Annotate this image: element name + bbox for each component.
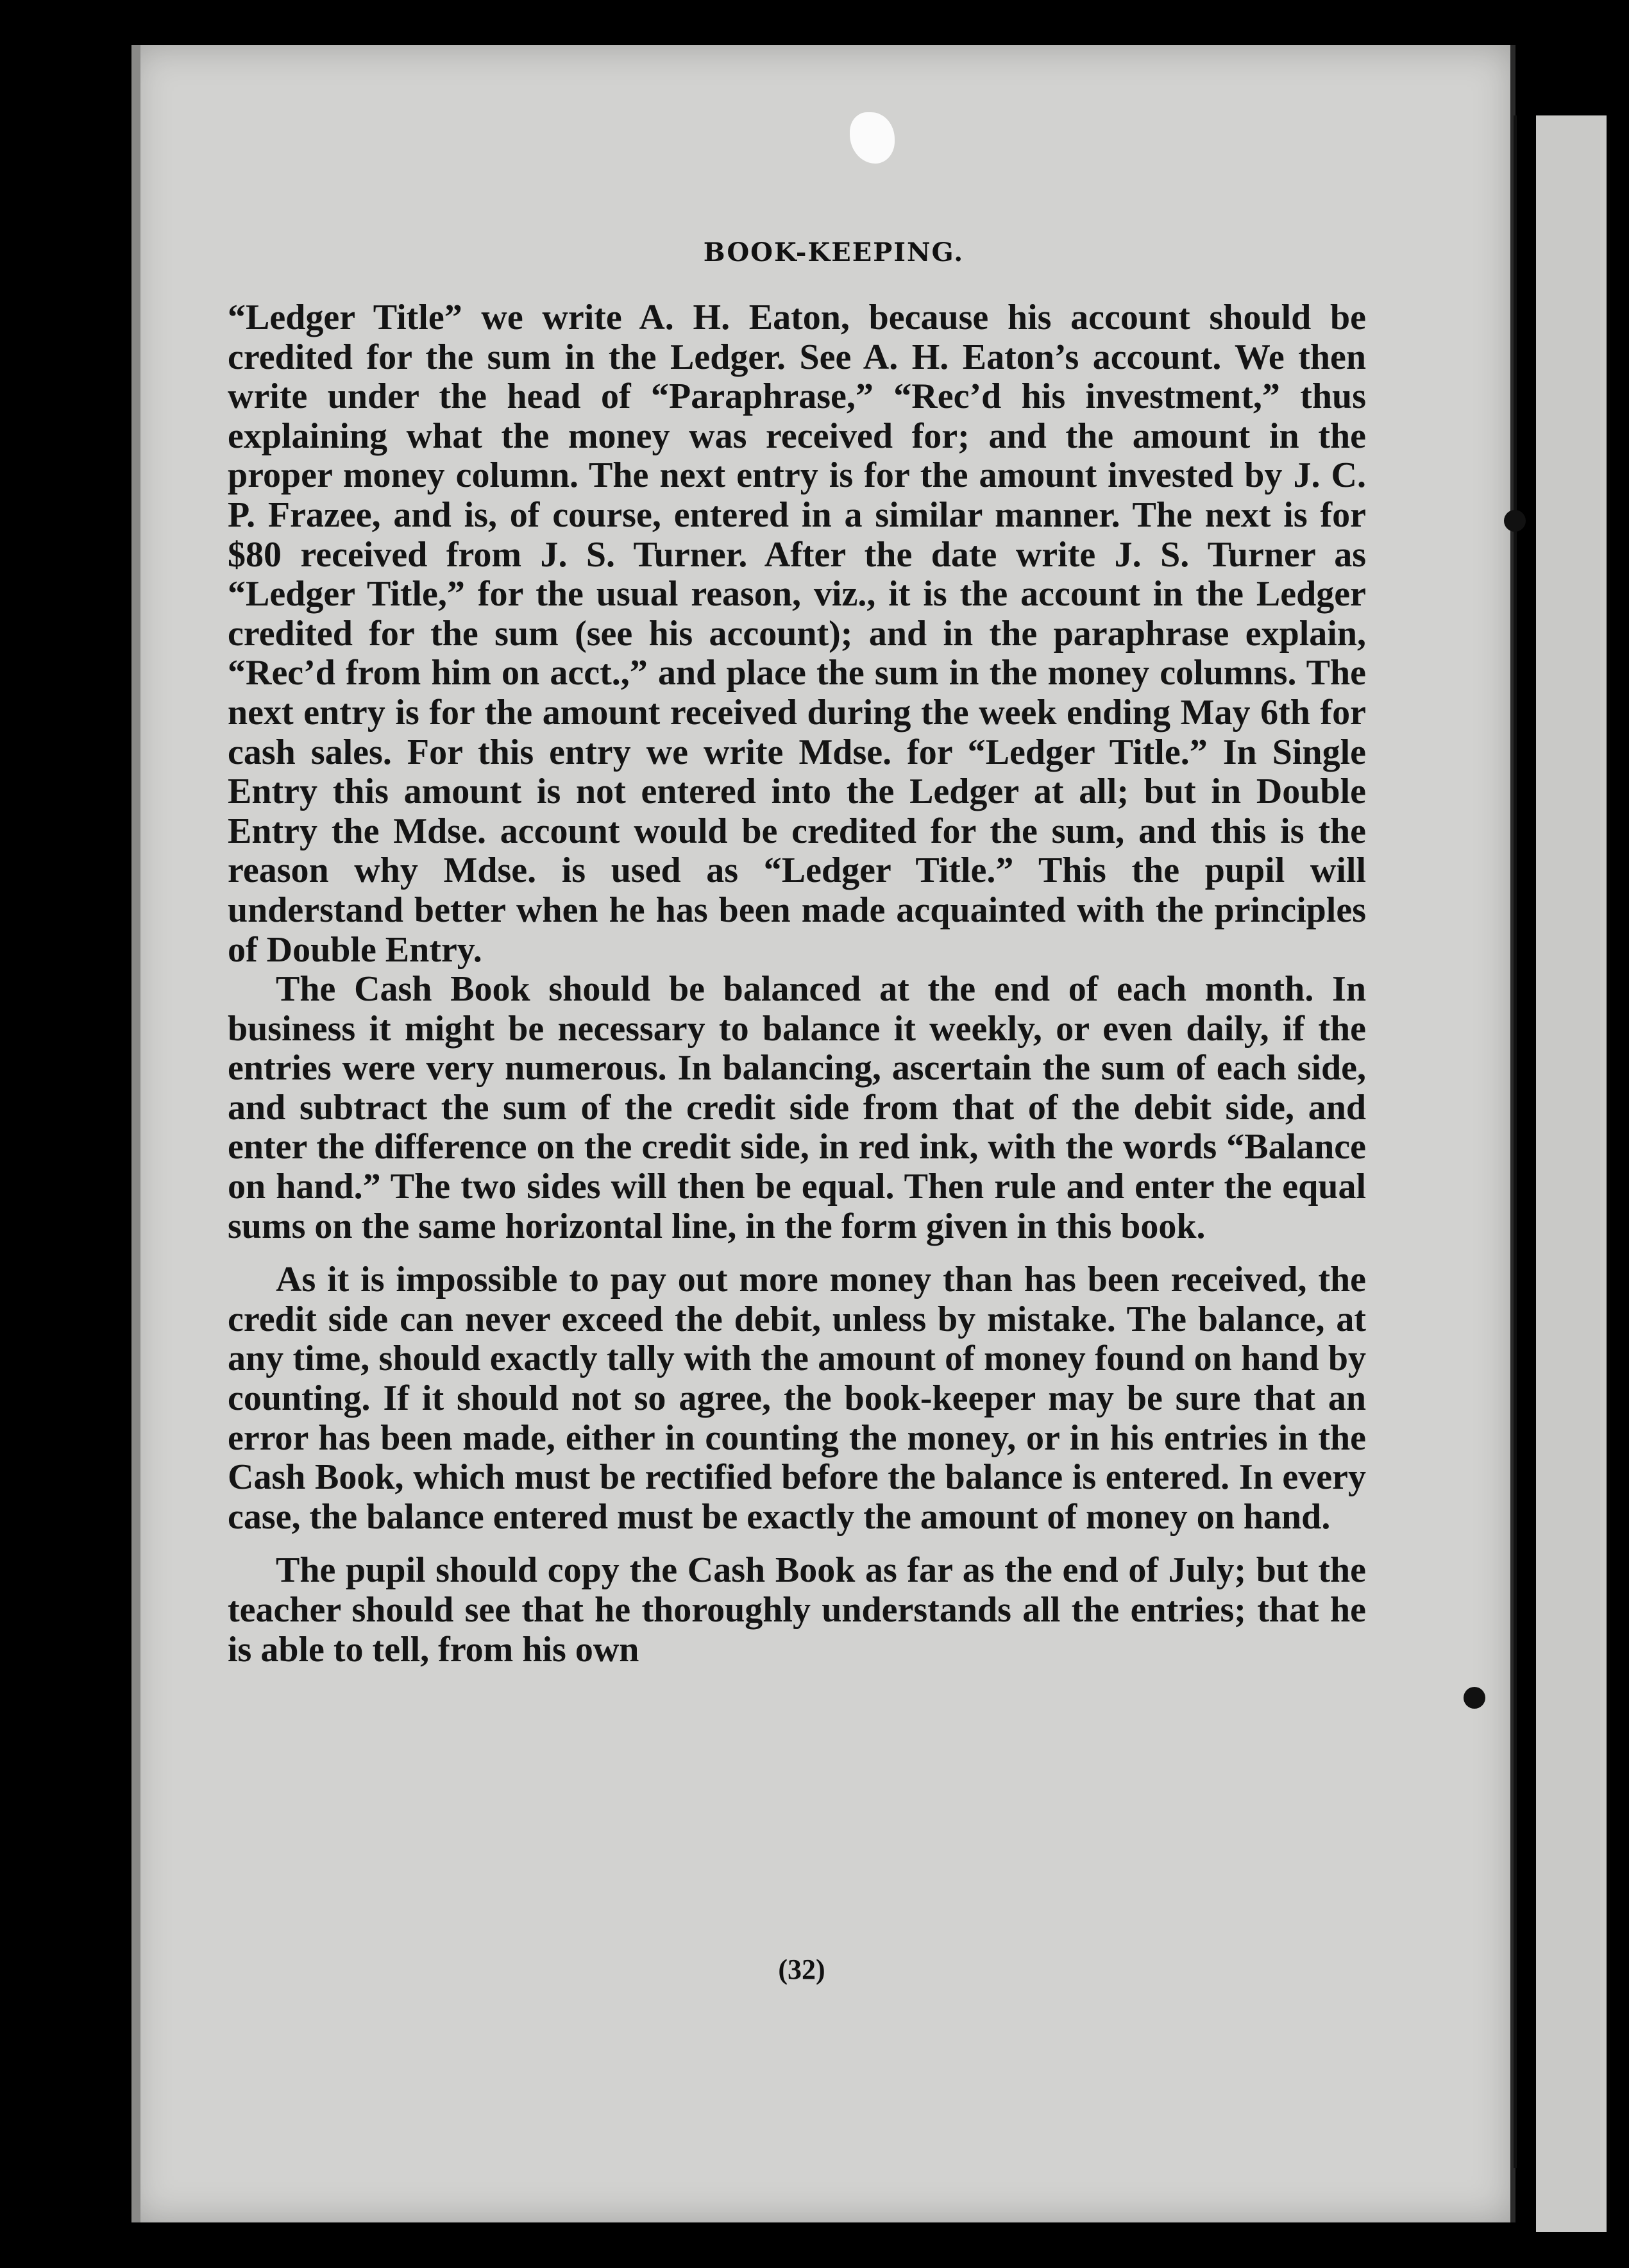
paragraph-balance-tally: As it is impossible to pay out more money than has been received, the credit side can never exceed the debit, unless by mistake. The balance, at any time, should exactly tally with the amount of money found on hand by counting. If it should not so agree, the book-keeper may be sure that an error has been made, either in counting the money, or in his entries in the Cash Book, which must be rectified before the balance is entered. In every case, the balance entered must be exactly the amount of money on hand. [228,1260,1366,1537]
binding-line [1514,115,1517,2168]
binding-hole [1504,510,1526,532]
paragraph-copy-cash-book: The pupil should copy the Cash Book as far as the end of July; but the teacher should see that he thoroughly understands all the entries; that he is able to tell, from his own [228,1550,1366,1670]
paragraph-cash-book-balancing: The Cash Book should be balanced at the end of each month. In business it might be necessary to balance it weekly, or even daily, if the entries were very numerous. In balancing, ascertain the sum of each side, and subtract the sum of the credit side from that of the debit side, and enter the difference on the credit side, in red ink, with the words “Balance on hand.” The two sides will then be equal. Then rule and enter the equal sums on the same horizontal line, in the form given in this book. [228,969,1366,1246]
page-number: (32) [778,1954,825,1985]
page-body [228,298,1366,1670]
running-head: BOOK-KEEPING. [703,237,965,267]
page-left-edge [131,45,140,2222]
adjacent-page-edge [1536,115,1607,2232]
binding-hole [1464,1687,1485,1709]
paragraph-ledger-title: “Ledger Title” we write A. H. Eaton, because his account should be credited for the sum in the Ledger. See A. H. Eaton’s account. We then write under the head of “Paraphrase,” “Rec’d his investment,” thus explaining what the money was received for; and the amount in the proper money column. The next entry is for the amount invested by J. C. P. Frazee, and is, of course, entered in a similar manner. The next is for $80 received from J. S. Turner. After the date write J. S. Turner as “Ledger Title,” for the usual reason, viz., it is the account in the Ledger credited for the sum (see his account); and in the paraphrase explain, “Rec’d from him on acct.,” and place the sum in the money columns. The next entry is for the amount received during the week ending May 6th for cash sales. For this entry we write Mdse. for “Ledger Title.” In Single Entry this amount is not entered into the Ledger at all; but in Double Entry the Mdse. account would be credited for the sum, and this is the reason why Mdse. is used as “Ledger Title.” This the pupil will understand better when he has been made acquainted with the principles of Double Entry. [228,298,1366,970]
